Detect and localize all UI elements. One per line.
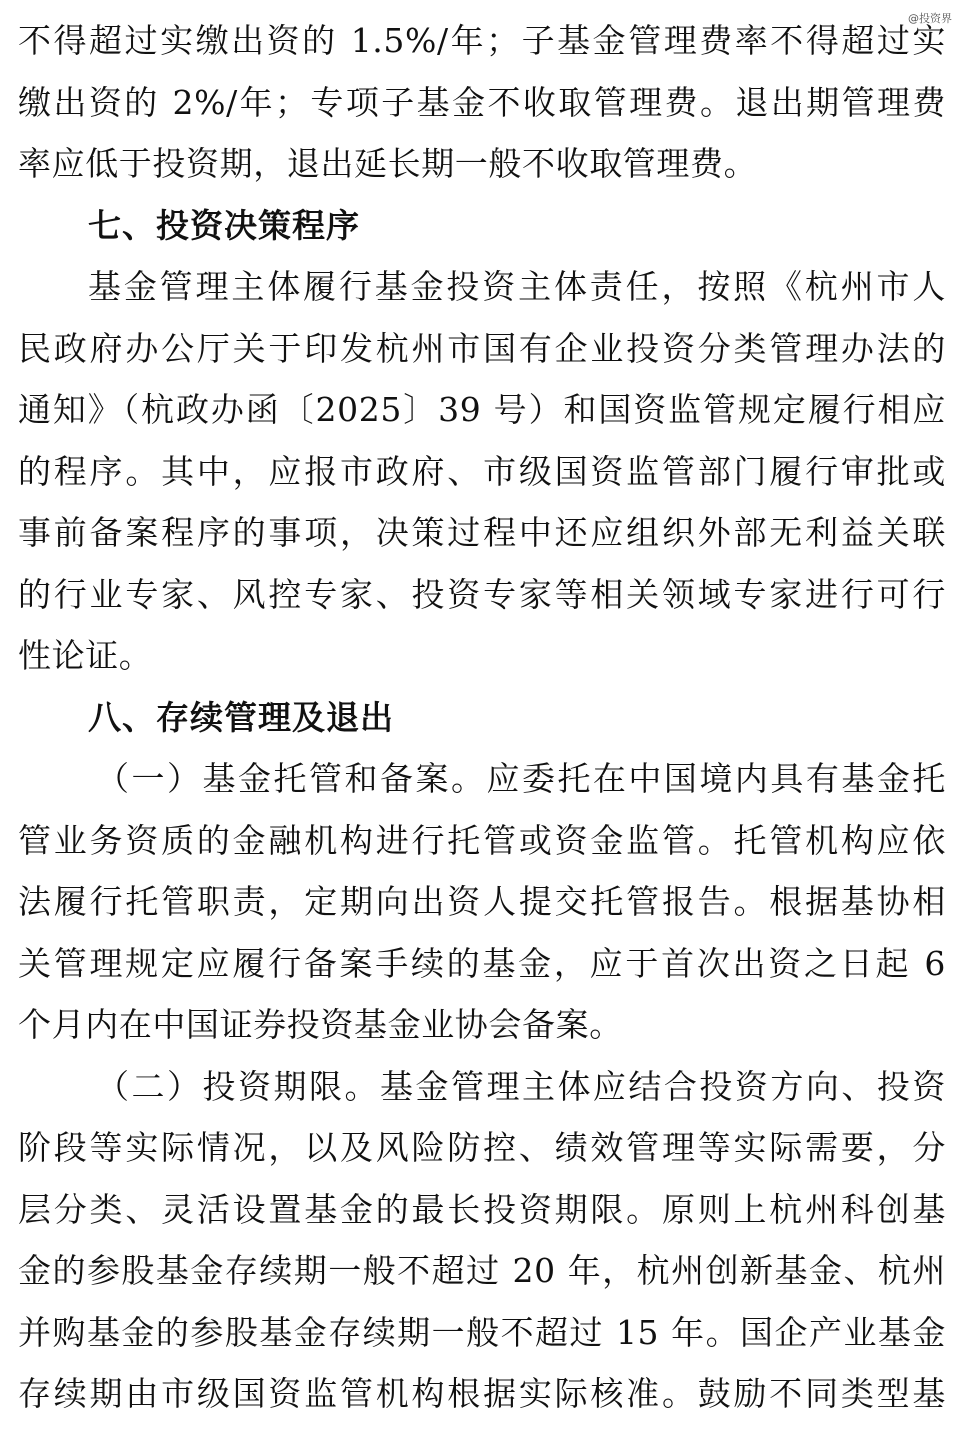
text-line: 的程序。其中，应报市政府、市级国资监管部门履行审批或 bbox=[18, 451, 946, 491]
section-heading-decision: 七、投资决策程序 bbox=[88, 205, 360, 245]
watermark-text: @投资界 bbox=[908, 12, 952, 25]
text-line: 存续期由市级国资监管机构根据实际核准。鼓励不同类型基 bbox=[18, 1374, 946, 1413]
text-line: 个月内在中国证券投资基金业协会备案。 bbox=[18, 1005, 623, 1044]
text-line: 关管理规定应履行备案手续的基金，应于首次出资之日起 6 bbox=[18, 943, 946, 983]
text-line: 性论证。 bbox=[18, 636, 153, 675]
document-page bbox=[18, 0, 946, 1425]
text-line: 缴出资的 2%/年；专项子基金不收取管理费。退出期管理费 bbox=[18, 82, 946, 122]
text-line: 率应低于投资期，退出延长期一般不收取管理费。 bbox=[18, 144, 758, 183]
text-line: 阶段等实际情况，以及风险防控、绩效管理等实际需要，分 bbox=[18, 1128, 946, 1167]
text-line: 民政府办公厅关于印发杭州市国有企业投资分类管理办法的 bbox=[18, 328, 946, 368]
text-line: 管业务资质的金融机构进行托管或资金监管。托管机构应依 bbox=[18, 820, 946, 860]
text-line: 基金管理主体履行基金投资主体责任，按照《杭州市人 bbox=[88, 267, 946, 306]
text-line: 不得超过实缴出资的 1.5%/年；子基金管理费率不得超过实 bbox=[18, 21, 946, 60]
text-line: 的行业专家、风控专家、投资专家等相关领域专家进行可行 bbox=[18, 574, 946, 614]
text-line: 层分类、灵活设置基金的最长投资期限。原则上杭州科创基 bbox=[18, 1189, 946, 1229]
section-heading-management: 八、存续管理及退出 bbox=[88, 697, 394, 737]
text-line: 金的参股基金存续期一般不超过 20 年，杭州创新基金、杭州 bbox=[18, 1251, 946, 1290]
text-line: 并购基金的参股基金存续期一般不超过 15 年。国企产业基金 bbox=[18, 1312, 946, 1352]
text-line: 通知》（杭政办函〔2025〕39 号）和国资监管规定履行相应 bbox=[18, 390, 946, 429]
text-line: 事前备案程序的事项，决策过程中还应组织外部无利益关联 bbox=[18, 513, 946, 552]
text-line: 法履行托管职责，定期向出资人提交托管报告。根据基协相 bbox=[18, 882, 946, 921]
text-line: （一）基金托管和备案。应委托在中国境内具有基金托 bbox=[96, 759, 946, 798]
text-line: （二）投资期限。基金管理主体应结合投资方向、投资 bbox=[96, 1066, 946, 1106]
